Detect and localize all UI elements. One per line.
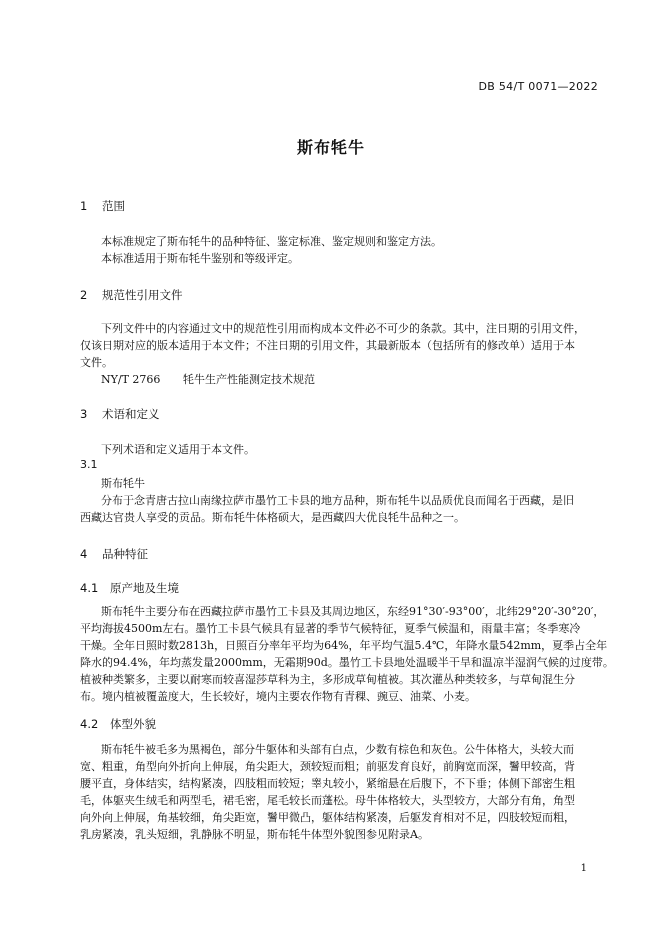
section-title: 术语和定义 — [102, 407, 160, 421]
section-title: 品种特征 — [102, 547, 148, 561]
reference-code: NY/T 2766 — [101, 373, 161, 386]
paragraph-line: 平均海拔4500m左右。墨竹工卡县气候具有显著的季节气候特征，夏季气候温和，雨量丰富；冬季寒冷 — [80, 622, 581, 635]
paragraph-line: 干燥。全年日照时数2813h，日照百分率年平均为64%，年平均气温5.4℃，年降水量542mm，夏季占全年 — [80, 639, 608, 652]
paragraph: 本标准规定了斯布牦牛的品种特征、鉴定标准、鉴定规则和鉴定方法。 — [101, 235, 442, 248]
paragraph-line: 向外向上伸展，角基较细，角尖距宽，鬐甲微凸，躯体结构紧凑，后躯发育相对不足，四肢较短而粗， — [80, 811, 575, 824]
definition-line: 分布于念青唐古拉山南缘拉萨市墨竹工卡县的地方品种，斯布牦牛以品质优良而闻名于西藏，是旧 — [101, 494, 574, 507]
paragraph-line: 降水的94.4%，年均蒸发量2000mm，无霜期90d。墨竹工卡县地处温暖半干旱和温凉半湿润气候的过度带。 — [80, 656, 614, 669]
subsection-4-1-heading — [80, 580, 179, 596]
section-title: 范围 — [102, 199, 125, 213]
page-number: 1 — [580, 863, 587, 874]
subsection-title: 原产地及生境 — [110, 581, 179, 595]
section-number: 2 — [80, 288, 88, 302]
section-2-heading — [80, 287, 183, 303]
paragraph: 本标准适用于斯布牦牛鉴别和等级评定。 — [101, 252, 299, 265]
paragraph-line: 乳房紧凑，乳头短细，乳静脉不明显，斯布牦牛体型外貌图参见附录A。 — [80, 828, 429, 841]
section-1-heading — [80, 198, 125, 214]
paragraph-line: 布。境内植被覆盖度大，生长较好，境内主要农作物有青稞、豌豆、油菜、小麦。 — [80, 690, 476, 703]
paragraph-line: 斯布牦牛被毛多为黑褐色，部分牛躯体和头部有白点，少数有棕色和灰色。公牛体格大，头较大而 — [101, 743, 574, 756]
section-number: 4 — [80, 547, 88, 561]
section-title: 规范性引用文件 — [102, 288, 183, 302]
subsection-title: 体型外貌 — [110, 717, 156, 731]
paragraph-line: 文件。 — [80, 356, 113, 369]
definition-line: 西藏达官贵人享受的贡品。斯布牦牛体格硕大，是西藏四大优良牦牛品种之一。 — [80, 511, 465, 524]
standard-code: DB 54/T 0071—2022 — [478, 80, 598, 93]
term-name: 斯布牦牛 — [101, 477, 145, 490]
section-3-heading — [80, 406, 160, 422]
paragraph-line: 仅该日期对应的版本适用于本文件；不注日期的引用文件，其最新版本（包括所有的修改单）适用于本 — [80, 339, 575, 352]
paragraph: 下列术语和定义适用于本文件。 — [101, 443, 255, 456]
paragraph-line: 毛，体躯夹生绒毛和两型毛，裙毛密，尾毛较长而蓬松。母牛体格较大，头型较方，大部分有角，角型 — [80, 794, 575, 807]
section-number: 3 — [80, 407, 88, 421]
section-4-heading — [80, 546, 148, 562]
term-number: 3.1 — [80, 458, 98, 471]
paragraph-line: 宽、粗重，角型向外折向上伸展，角尖距大，颈较短而粗；前驱发育良好，前胸宽而深，鬐甲较高，背 — [80, 760, 575, 773]
subsection-4-2-heading — [80, 716, 156, 732]
paragraph-line: 下列文件中的内容通过文中的规范性引用而构成本文件必不可少的条款。其中，注日期的引用文件， — [101, 322, 585, 335]
page-title: 斯布牦牛 — [296, 138, 365, 157]
paragraph-line: 腰平直，身体结实，结构紧凑，四肢粗而较短；睾丸较小，紧缩悬在后腹下，不下垂；体侧下部密生粗 — [80, 777, 575, 790]
normative-reference — [101, 371, 315, 387]
section-number: 1 — [80, 199, 88, 213]
reference-title: 牦牛生产性能测定技术规范 — [183, 373, 315, 386]
subsection-number: 4.1 — [80, 581, 99, 595]
paragraph-line: 植被种类繁多，主要以耐寒而较喜湿莎草科为主，多形成草甸植被。其次灌丛种类较多，与草甸混生分 — [80, 673, 575, 686]
subsection-number: 4.2 — [80, 717, 99, 731]
paragraph-line: 斯布牦牛主要分布在西藏拉萨市墨竹工卡县及其周边地区，东经91°30′-93°00′，北纬29°20′-30°20′， — [101, 605, 605, 618]
